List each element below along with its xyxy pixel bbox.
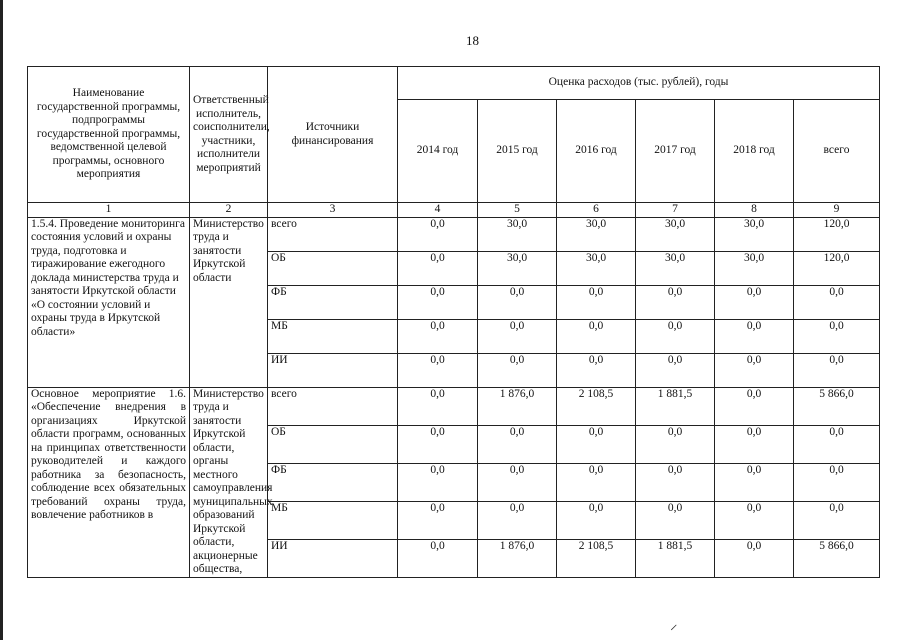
header-sources: Источники финансирования: [268, 67, 398, 203]
responsible-executor: Министерство труда и занятости Иркутской области: [190, 217, 268, 387]
column-number-row: [28, 203, 880, 218]
header-year: 2014 год: [398, 100, 478, 203]
value-cell: 0,0: [557, 285, 636, 319]
value-cell: 0,0: [715, 539, 794, 577]
funding-source: ИИ: [268, 539, 398, 577]
column-number: 6: [557, 203, 636, 218]
value-cell: 0,0: [636, 425, 715, 463]
header-year: 2018 год: [715, 100, 794, 203]
value-cell: 0,0: [557, 501, 636, 539]
value-cell: 0,0: [478, 425, 557, 463]
value-cell: 0,0: [557, 353, 636, 387]
funding-source: ИИ: [268, 353, 398, 387]
column-number: 1: [28, 203, 190, 218]
scan-edge-bar: [0, 0, 3, 640]
value-total: 5 866,0: [794, 387, 880, 425]
funding-source: всего: [268, 387, 398, 425]
value-cell: 0,0: [398, 387, 478, 425]
value-cell: 0,0: [636, 285, 715, 319]
funding-source: ОБ: [268, 251, 398, 285]
value-cell: 0,0: [398, 217, 478, 251]
value-total: 5 866,0: [794, 539, 880, 577]
funding-source: МБ: [268, 501, 398, 539]
header-estimate: Оценка расходов (тыс. рублей), годы: [398, 67, 880, 100]
value-cell: 0,0: [557, 463, 636, 501]
value-cell: 1 881,5: [636, 539, 715, 577]
header-year: 2016 год: [557, 100, 636, 203]
header-responsible: Ответственный исполнитель, соисполнители, участники, исполнители мероприятий: [190, 67, 268, 203]
value-cell: 30,0: [636, 217, 715, 251]
value-cell: 0,0: [478, 463, 557, 501]
value-cell: 0,0: [478, 285, 557, 319]
value-cell: 2 108,5: [557, 387, 636, 425]
value-cell: 30,0: [715, 251, 794, 285]
value-cell: 0,0: [398, 425, 478, 463]
value-cell: 0,0: [636, 353, 715, 387]
value-cell: 0,0: [715, 501, 794, 539]
pen-mark: ⸝: [670, 617, 678, 633]
value-cell: 30,0: [478, 251, 557, 285]
value-cell: 0,0: [398, 285, 478, 319]
value-cell: 0,0: [398, 501, 478, 539]
value-cell: 30,0: [478, 217, 557, 251]
value-cell: 0,0: [478, 319, 557, 353]
budget-table: [27, 66, 880, 578]
column-number: 8: [715, 203, 794, 218]
measure-name: Основное мероприятие 1.6. «Обеспечение внедрения в организациях Иркутской области программ, основанных на принципах ответственности руководителей и каждого работника за безопасность, соблюдение всех обязательных требований охраны труда, вовлечение работников в: [28, 387, 190, 577]
table-row: [28, 217, 880, 251]
funding-source: ОБ: [268, 425, 398, 463]
value-cell: 30,0: [557, 217, 636, 251]
value-cell: 1 876,0: [478, 387, 557, 425]
column-number: 2: [190, 203, 268, 218]
value-cell: 0,0: [715, 463, 794, 501]
value-cell: 0,0: [478, 353, 557, 387]
value-cell: 0,0: [715, 387, 794, 425]
header-row-top: [28, 67, 880, 100]
value-total: 0,0: [794, 319, 880, 353]
value-total: 120,0: [794, 217, 880, 251]
value-cell: 0,0: [557, 319, 636, 353]
value-cell: 0,0: [715, 319, 794, 353]
column-number: 5: [478, 203, 557, 218]
value-total: 0,0: [794, 285, 880, 319]
responsible-executor: Министерство труда и занятости Иркутской области, органы местного самоуправления муниципальных образований Иркутской области, акционерные общества,: [190, 387, 268, 577]
value-total: 0,0: [794, 463, 880, 501]
value-total: 0,0: [794, 501, 880, 539]
funding-source: МБ: [268, 319, 398, 353]
value-cell: 30,0: [636, 251, 715, 285]
column-number: 9: [794, 203, 880, 218]
header-year: 2017 год: [636, 100, 715, 203]
value-cell: 0,0: [398, 463, 478, 501]
value-cell: 0,0: [557, 425, 636, 463]
column-number: 3: [268, 203, 398, 218]
header-year: 2015 год: [478, 100, 557, 203]
value-cell: 30,0: [557, 251, 636, 285]
value-total: 120,0: [794, 251, 880, 285]
value-cell: 0,0: [398, 539, 478, 577]
value-cell: 30,0: [715, 217, 794, 251]
value-cell: 0,0: [636, 463, 715, 501]
header-name: Наименование государственной программы, подпрограммы государственной программы, ведомственной целевой программы, основного мероприятия: [28, 67, 190, 203]
value-cell: 0,0: [715, 353, 794, 387]
value-cell: 0,0: [636, 319, 715, 353]
value-cell: 0,0: [715, 285, 794, 319]
page-number: 18: [466, 33, 479, 48]
value-cell: 1 881,5: [636, 387, 715, 425]
value-total: 0,0: [794, 353, 880, 387]
value-cell: 0,0: [636, 501, 715, 539]
column-number: 4: [398, 203, 478, 218]
value-cell: 0,0: [715, 425, 794, 463]
value-cell: 0,0: [398, 319, 478, 353]
value-cell: 0,0: [478, 501, 557, 539]
table-row: [28, 387, 880, 425]
funding-source: всего: [268, 217, 398, 251]
measure-name: 1.5.4. Проведение мониторинга состояния условий и охраны труда, подготовка и тиражирование ежегодного доклада министерства труда и занятости Иркутской области «О состоянии условий и охраны труда в Иркутской области»: [28, 217, 190, 387]
value-cell: 0,0: [398, 353, 478, 387]
column-number: 7: [636, 203, 715, 218]
funding-source: ФБ: [268, 285, 398, 319]
value-cell: 0,0: [398, 251, 478, 285]
value-cell: 2 108,5: [557, 539, 636, 577]
funding-source: ФБ: [268, 463, 398, 501]
value-total: 0,0: [794, 425, 880, 463]
header-total: всего: [794, 100, 880, 203]
value-cell: 1 876,0: [478, 539, 557, 577]
